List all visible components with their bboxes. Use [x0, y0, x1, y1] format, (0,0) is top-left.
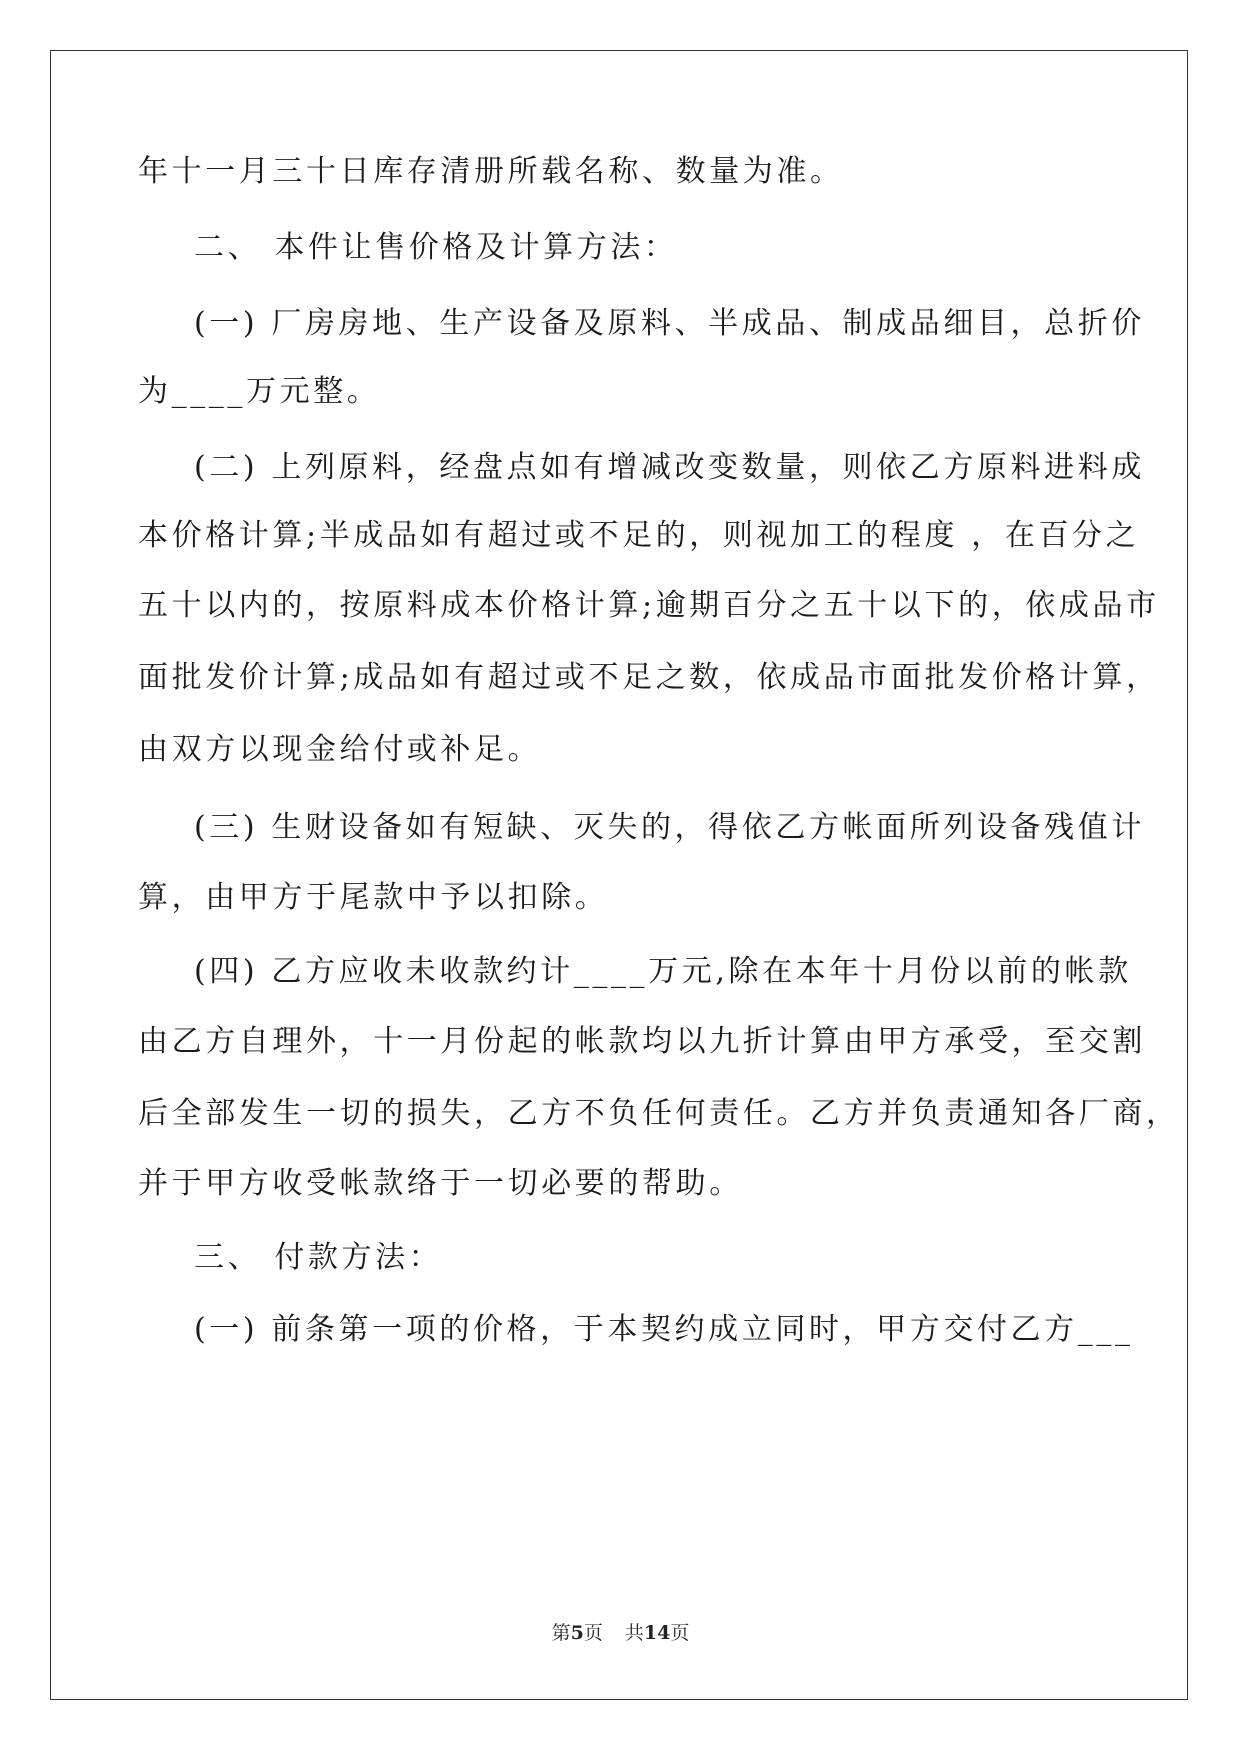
- text-line: (一) 前条第一项的价格，于本契约成立同时，甲方交付乙方___: [194, 1312, 1134, 1347]
- section-heading: 二、 本件让售价格及计算方法：: [194, 230, 678, 265]
- page-suffix: 页: [583, 1622, 603, 1644]
- text-line: 由双方以现金给付或补足。: [138, 732, 542, 767]
- total-prefix: 共: [624, 1622, 644, 1644]
- page-border: [50, 50, 1188, 1700]
- text-line: 五十以内的，按原料成本价格计算;逾期百分之五十以下的，依成品市: [138, 588, 1160, 623]
- page-number: 5: [570, 1622, 584, 1644]
- text-line: (三) 生财设备如有短缺、灭失的，得依乙方帐面所列设备残值计: [194, 810, 1145, 845]
- text-line: 年十一月三十日库存清册所载名称、数量为准。: [138, 154, 844, 189]
- text-line: 面批发价计算;成品如有超过或不足之数，依成品市面批发价格计算，: [138, 660, 1160, 695]
- text-line: 本价格计算;半成品如有超过或不足的，则视加工的程度 ，在百分之: [138, 518, 1140, 553]
- text-line: 为____万元整。: [138, 374, 381, 409]
- total-pages: 14: [643, 1622, 671, 1644]
- text-line: (二) 上列原料，经盘点如有增减改变数量，则依乙方原料进料成: [194, 450, 1145, 485]
- text-line: (一) 厂房房地、生产设备及原料、半成品、制成品细目，总折价: [194, 306, 1145, 341]
- text-line: 并于甲方收受帐款络于一切必要的帮助。: [138, 1166, 743, 1201]
- text-line: (四) 乙方应收未收款约计____万元,除在本年十月份以前的帐款: [194, 954, 1132, 989]
- total-suffix: 页: [670, 1622, 690, 1644]
- page-prefix: 第: [551, 1622, 571, 1644]
- text-line: 后全部发生一切的损失，乙方不负任何责任。乙方并负责通知各厂商，: [138, 1096, 1180, 1131]
- section-heading: 三、 付款方法：: [194, 1240, 443, 1275]
- text-line: 由乙方自理外，十一月份起的帐款均以九折计算由甲方承受，至交割: [138, 1024, 1146, 1059]
- page-footer: [0, 1618, 1241, 1645]
- text-line: 算，由甲方于尾款中予以扣除。: [138, 880, 609, 915]
